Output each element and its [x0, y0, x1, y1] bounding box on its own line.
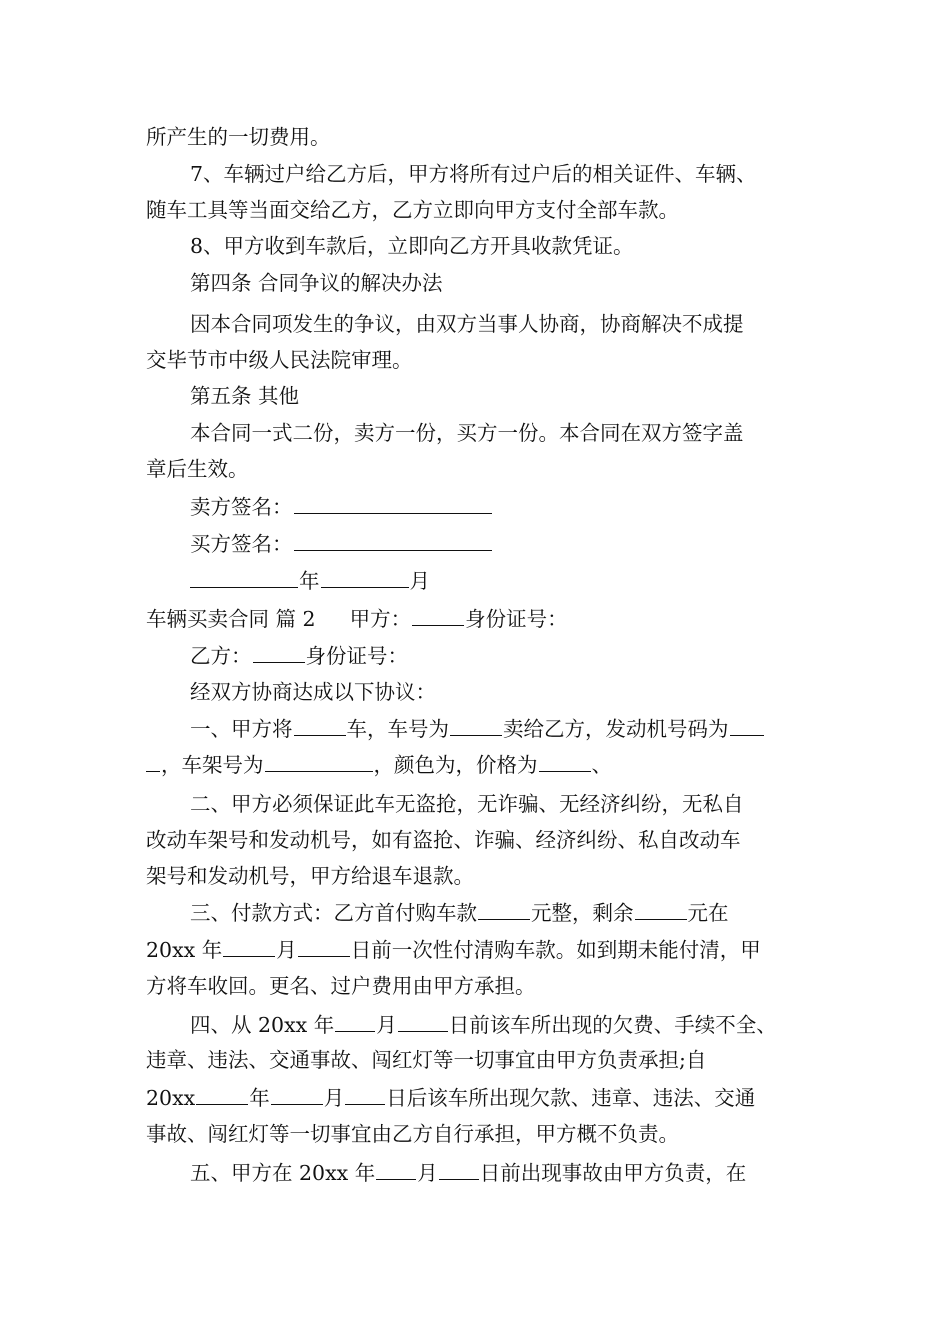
text-line: 章后生效。 [146, 457, 249, 481]
seller-signature-line [190, 492, 493, 520]
blank-field [439, 1158, 479, 1180]
section-heading: 第四条 合同争议的解决办法 [190, 271, 443, 295]
text-line: 架号和发动机号，甲方给退车退款。 [146, 864, 474, 888]
clause-1-line-1: 一、甲方将 车，车号为 卖给乙方，发动机号码为 [190, 714, 765, 742]
blank-field [335, 1010, 375, 1032]
month-label: 月 [409, 569, 430, 593]
buyer-signature-label: 买方签名： [190, 532, 293, 556]
blank-field [539, 750, 591, 772]
blank-field [730, 714, 764, 736]
party-b-label: 乙方： [190, 644, 252, 668]
text-line: 违章、违法、交通事故、闯红灯等一切事宜由甲方负责承担;自 [146, 1048, 707, 1072]
party-b-line: 乙方： 身份证号： [190, 641, 408, 669]
blank-field [398, 1010, 448, 1032]
blank-field [146, 750, 160, 772]
text-line: 方将车收回。更名、过户费用由甲方承担。 [146, 974, 536, 998]
blank-field [265, 750, 373, 772]
blank-field [253, 641, 305, 663]
blank-field [412, 604, 464, 626]
clause-3-line-2: 20xx 年 月 日前一次性付清购车款。如到期未能付清，甲 [146, 935, 761, 963]
contract-2-heading: 车辆买卖合同 篇 2 甲方： 身份证号： [146, 604, 568, 632]
clause-5-line-1: 五、甲方在 20xx 年 月 日前出现事故由甲方负责，在 [190, 1158, 746, 1186]
blank-field [196, 1083, 248, 1105]
blank-field [376, 1158, 416, 1180]
text-line: 因本合同项发生的争议，由双方当事人协商，协商解决不成提 [190, 312, 744, 336]
text-line: 交毕节市中级人民法院审理。 [146, 348, 413, 372]
blank-field [294, 529, 492, 551]
text-line: 8、甲方收到车款后，立即向乙方开具收款凭证。 [190, 234, 634, 258]
text-line: 本合同一式二份，卖方一份，买方一份。本合同在双方签字盖 [190, 421, 744, 445]
blank-field [298, 935, 350, 957]
blank-field [271, 1083, 323, 1105]
party-a-label: 甲方： [349, 607, 412, 631]
blank-field [478, 898, 530, 920]
clause-3-line-1: 三、付款方式：乙方首付购车款 元整，剩余 元在 [190, 898, 729, 926]
text-line: 所产生的一切费用。 [146, 125, 331, 149]
text-line: 7、车辆过户给乙方后，甲方将所有过户后的相关证件、车辆、 [190, 162, 757, 186]
blank-field [635, 898, 687, 920]
text-line: 经双方协商达成以下协议： [190, 680, 436, 704]
blank-field [223, 935, 275, 957]
blank-field [190, 566, 298, 588]
text-line: 事故、闯红灯等一切事宜由乙方自行承担，甲方概不负责。 [146, 1122, 679, 1146]
date-line [190, 566, 430, 594]
contract-title: 车辆买卖合同 篇 2 [146, 607, 316, 631]
buyer-signature-line [190, 529, 493, 557]
blank-field [345, 1083, 385, 1105]
seller-signature-label: 卖方签名： [190, 495, 293, 519]
clause-4-line-3: 20xx 年 月 日后该车所出现欠款、违章、违法、交通 [146, 1083, 755, 1111]
blank-field [450, 714, 502, 736]
text-line: 改动车架号和发动机号，如有盗抢、诈骗、经济纠纷、私自改动车 [146, 828, 741, 852]
blank-field [294, 714, 346, 736]
text-line: 二、甲方必须保证此车无盗抢，无诈骗、无经济纠纷，无私自 [190, 792, 744, 816]
section-heading: 第五条 其他 [190, 384, 300, 408]
blank-field [294, 492, 492, 514]
year-label: 年 [299, 569, 320, 593]
clause-1-line-2: ，车架号为 ，颜色为，价格为 、 [146, 750, 612, 778]
text-line: 随车工具等当面交给乙方，乙方立即向甲方支付全部车款。 [146, 198, 679, 222]
blank-field [321, 566, 409, 588]
clause-4-line-1: 四、从 20xx 年 月 日前该车所出现的欠费、手续不全、 [190, 1010, 777, 1038]
